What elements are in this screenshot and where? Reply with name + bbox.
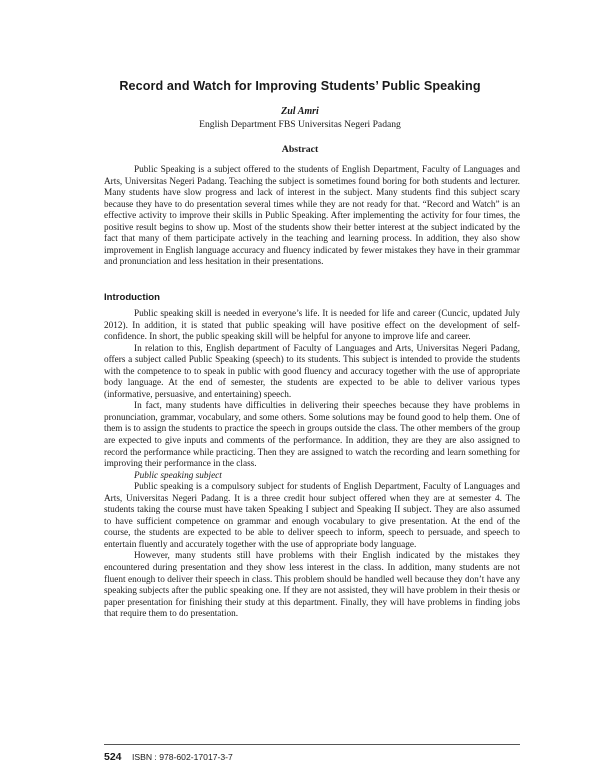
introduction-section xyxy=(104,309,520,621)
intro-paragraph-5: However, many students still have problems with their English indicated by the mistakes they encountered during presentation and they show less interest in the class. In addition, many students are not fluent enough to deliver their speech in class. This problem should be handled well because they don’t have any speaking subjects after the public speaking one. If they are not assisted, they will have problem in their thesis or paper presentation for finishing their study at this department. Finally, they will have problems in finding jobs that require them to do presentation. xyxy=(104,551,520,620)
paper-title: Record and Watch for Improving Students’ Public Speaking xyxy=(119,79,481,93)
intro-paragraph-2: In relation to this, English department of Faculty of Languages and Arts, Universitas Negeri Padang, offers a subject called Public Speaking (speech) to its students. This subject is intended to provide the students with the competence to to speak in public with good fluency and accuracy together with the use of appropriate body language. At the end of semester, the students are expected to be able to deliver various types (informative, persuasive, and entertaining) speech. xyxy=(104,343,520,400)
abstract-text: Public Speaking is a subject offered to the students of English Department, Faculty of Languages and Arts, Universitas Negeri Padang. Teaching the subject is sometimes found boring for both students and lecturer. Many students have slow progress and lack of interest in the subject. Many students find this subject scary because they have to do presentation several times while they are not ready for that. “Record and Watch” is an effective activity to improve their skills in Public Speaking. After implementing the activity for four times, the positive result begins to show up. Most of the students show their better interest at the subject indicated by the fact that many of them participate actively in the teaching and learning process. In addition, they also show improvement in English language accuracy and fluency indicated by fewer mistakes they have in their grammar and pronunciation and less hesitation in their presentations. xyxy=(104,165,520,268)
introduction-heading: Introduction xyxy=(104,292,160,303)
subsection-heading: Public speaking subject xyxy=(134,470,222,481)
author-affiliation: English Department FBS Universitas Negeri Padang xyxy=(199,119,401,130)
intro-paragraph-4: Public speaking is a compulsory subject for students of English Department, Faculty of Languages and Arts, Universitas Negeri Padang. It is a three credit hour subject offered when they are at semester 4. The students taking the course must have taken Speaking I subject and Speaking II subject. They are also assumed to have sufficient competence on grammar and enough vocabulary to give presentation. At the end of the course, the students are expected to be able to deliver speech to inform, speech to persuade, and speech to entertain fluently and accurately together with the use of appropriate body language. xyxy=(104,482,520,550)
author-name: Zul Amri xyxy=(281,106,319,117)
intro-paragraph-1: Public speaking skill is needed in everyone’s life. It is needed for life and career (Cuncic, updated July 2012). In addition, it is stated that public speaking will have positive effect on the development of self-confidence. In short, the public speaking skill will be helpful for anyone to improve life and career. xyxy=(104,309,520,343)
page-number: 524 xyxy=(104,751,122,763)
abstract-heading: Abstract xyxy=(281,144,319,155)
page-footer xyxy=(104,744,520,765)
intro-paragraph-3: In fact, many students have difficulties in delivering their speeches because they have problems in pronunciation, grammar, vocabulary, and some others. Some solutions may be found good to help them. One of them is to assign the students to practice the speech in groups outside the class. The other members of the group are expected to give inputs and comments of the performance. In addition, they are they are also assigned to record the performance while practicing. Then they are assigned to watch the recording and learn something for improving their performance in the class. xyxy=(104,401,520,470)
isbn-label: ISBN : 978-602-17017-3-7 xyxy=(131,752,233,762)
abstract-section xyxy=(104,165,520,269)
